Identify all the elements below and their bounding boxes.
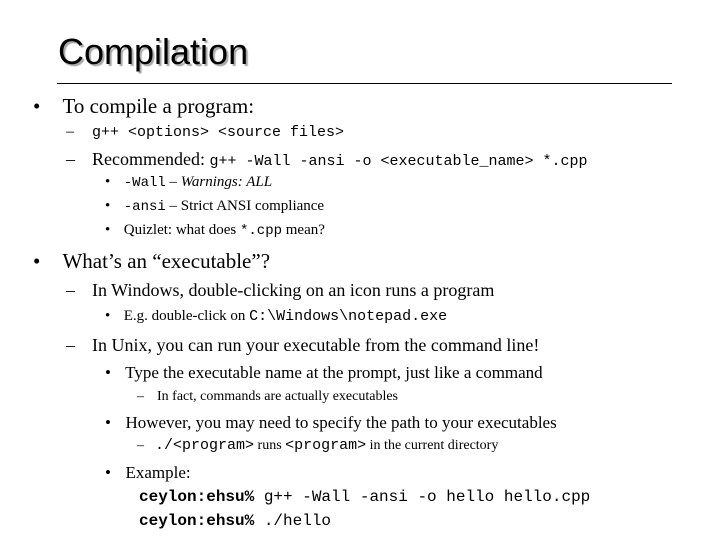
dash-marker: –: [66, 123, 74, 140]
sub-recommended: [66, 148, 588, 173]
bullet-text: What’s an “executable”?: [62, 249, 271, 273]
bullet-compile: [33, 93, 254, 119]
dash-marker: –: [137, 438, 144, 453]
warnings-text: Warnings:: [180, 174, 247, 190]
path-text: However, you may need to specify the path to your executables: [125, 413, 557, 432]
current-dir-text: in the current directory: [366, 438, 499, 453]
quizlet-pre: Quizlet: what does: [123, 222, 240, 238]
bullet-marker: •: [105, 363, 111, 382]
separator: –: [165, 174, 181, 190]
runs-text: runs: [254, 438, 286, 453]
shell-command: ./hello: [254, 512, 332, 530]
item-wall: [105, 172, 272, 193]
shell-prompt: ceylon:ehsu%: [139, 488, 255, 506]
title-rule: [57, 83, 672, 84]
dash-marker: –: [137, 389, 144, 404]
example-line-1: [139, 487, 590, 507]
dash-marker: –: [66, 149, 75, 169]
sub-unix: [66, 334, 539, 356]
dash-marker: –: [66, 280, 75, 300]
bullet-text: To compile a program:: [62, 94, 255, 118]
bullet-marker: •: [105, 198, 111, 214]
commands-text: In fact, commands are actually executables: [157, 389, 398, 404]
notepad-pre: E.g. double-click on: [123, 308, 250, 324]
item-type-name: [105, 362, 543, 384]
bullet-marker: •: [33, 249, 41, 273]
bullet-marker: •: [105, 222, 111, 238]
item-quizlet: [105, 220, 325, 241]
bullet-marker: •: [105, 174, 111, 190]
notepad-path: C:\Windows\notepad.exe: [249, 308, 448, 325]
item-path: [105, 412, 557, 434]
program-path: ./<program>: [155, 437, 255, 454]
item-notepad: [105, 306, 447, 327]
item-example: [105, 462, 191, 484]
bullet-marker: •: [105, 463, 111, 482]
quizlet-post: mean?: [282, 222, 325, 238]
program-name: <program>: [285, 437, 367, 454]
bullet-marker: •: [105, 413, 111, 432]
sub-windows: [66, 279, 494, 301]
recommended-command: g++ -Wall -ansi -o <executable_name> *.cpp: [209, 153, 588, 170]
note-current-dir: [137, 436, 498, 455]
bullet-marker: •: [33, 94, 41, 118]
item-ansi: [105, 196, 324, 217]
sub-syntax: [66, 121, 344, 144]
bullet-executable: [33, 248, 270, 274]
slide-title: Compilation: [58, 31, 249, 72]
shell-prompt: ceylon:ehsu%: [139, 512, 255, 530]
example-label: Example:: [125, 463, 191, 482]
wall-flag: -Wall: [123, 175, 166, 191]
warnings-all: ALL: [246, 174, 273, 190]
bullet-marker: •: [105, 308, 111, 324]
dash-marker: –: [66, 335, 75, 355]
quizlet-code: *.cpp: [240, 223, 283, 239]
ansi-flag: -ansi: [123, 199, 166, 215]
note-commands: [137, 387, 398, 406]
recommended-label: Recommended:: [92, 149, 205, 169]
example-line-2: [139, 511, 331, 531]
windows-text: In Windows, double-clicking on an icon runs a program: [92, 280, 495, 300]
shell-command: g++ -Wall -ansi -o hello hello.cpp: [254, 488, 591, 506]
syntax-command: g++ <options> <source files>: [92, 124, 345, 141]
type-name-text: Type the executable name at the prompt, just like a command: [125, 363, 543, 382]
unix-text: In Unix, you can run your executable from the command line!: [92, 335, 540, 355]
ansi-text: – Strict ANSI compliance: [165, 198, 325, 214]
